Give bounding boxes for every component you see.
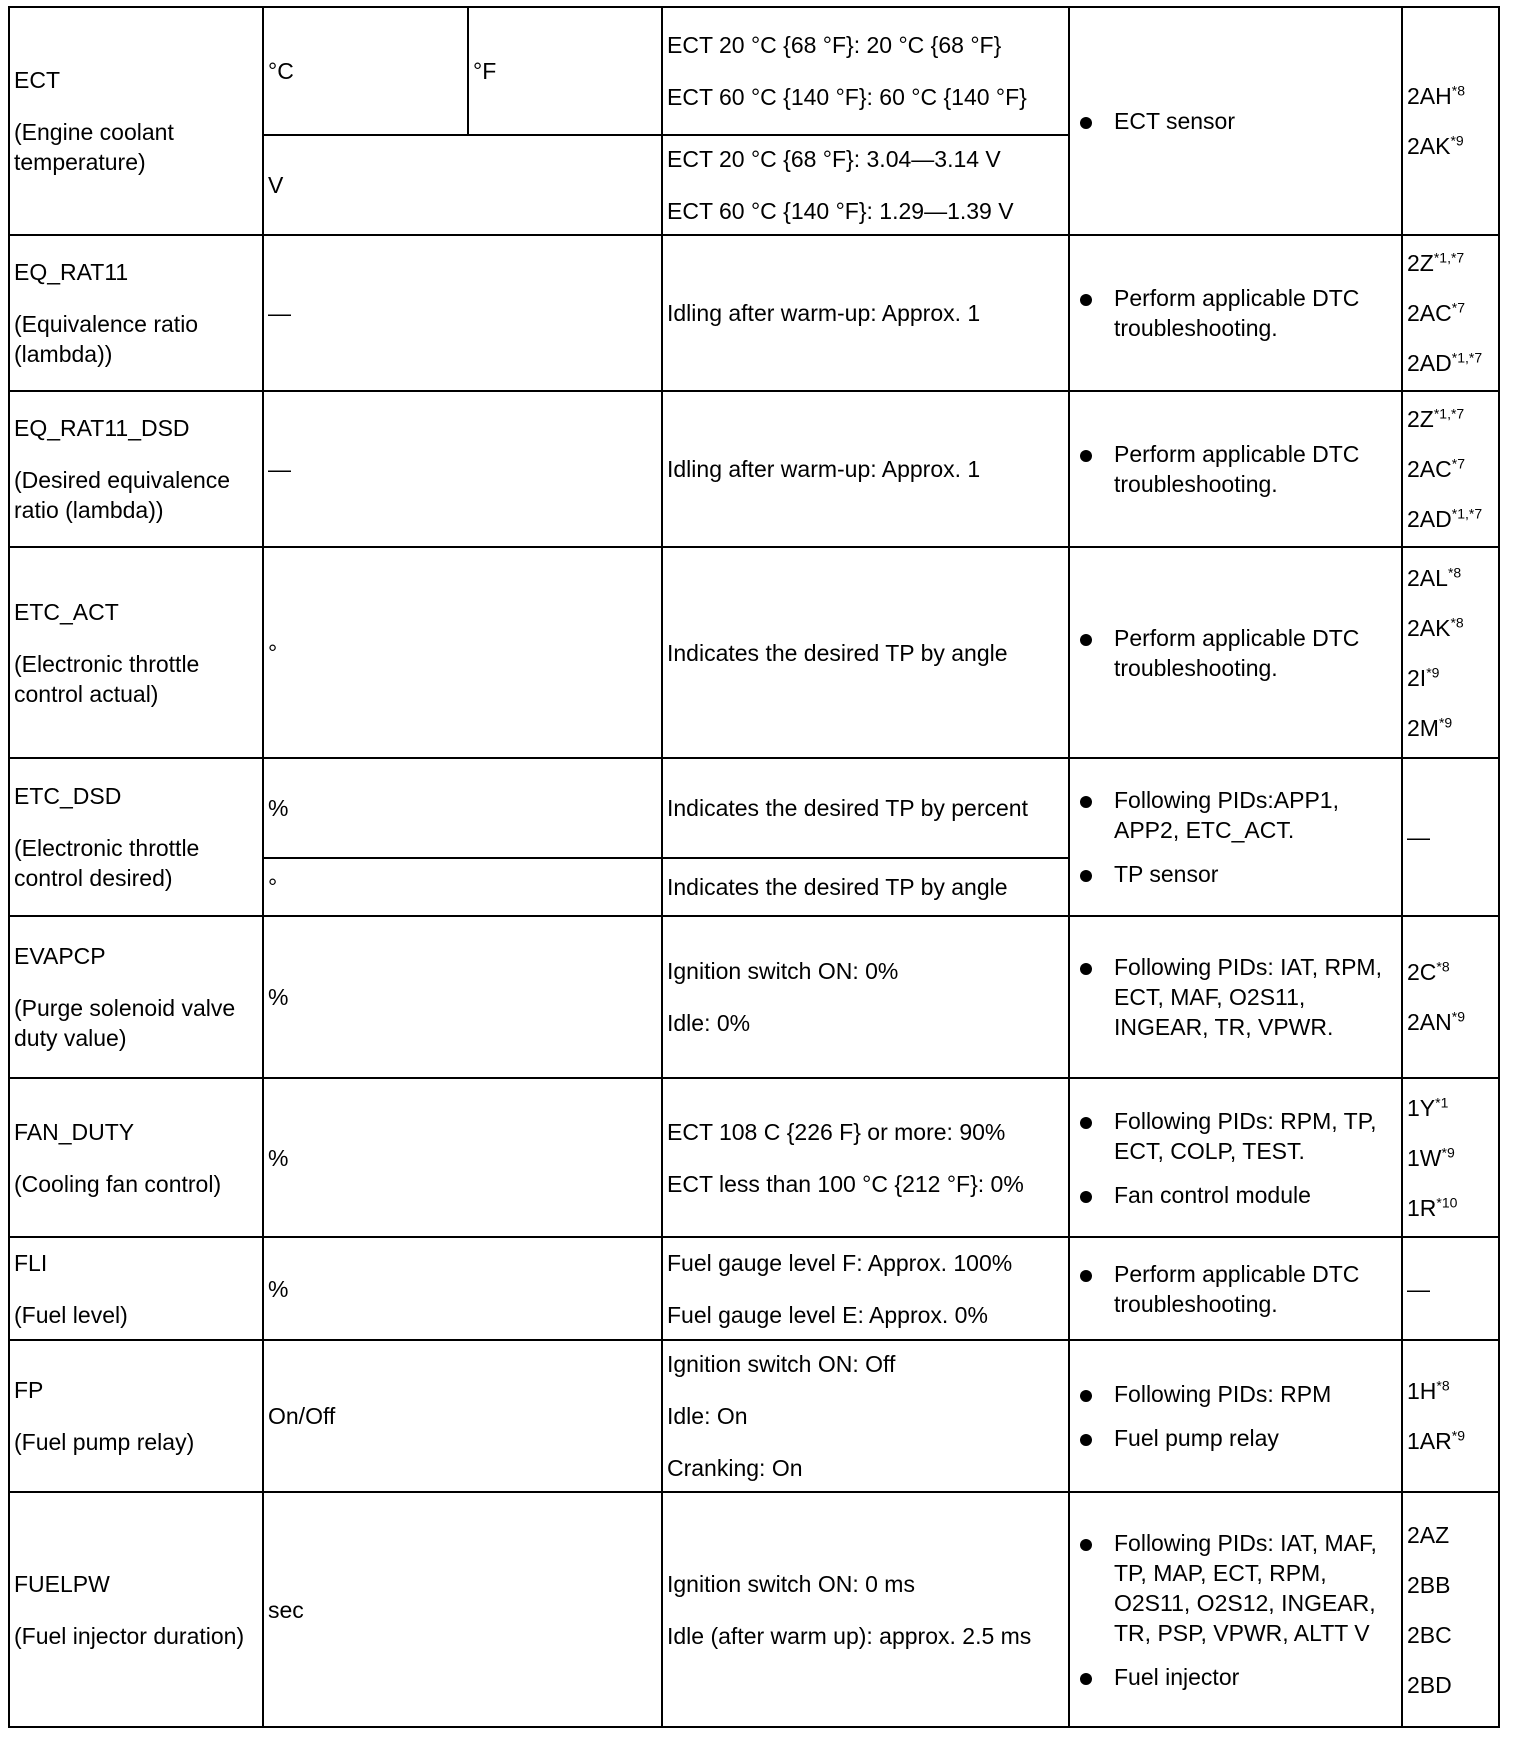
unit-cell [263,1237,662,1340]
unit-cell [263,7,468,135]
reference-cell [1402,1237,1499,1340]
reference-item: 2AH$^{*8}$ [1407,82,1465,109]
pid-description: (Electronic throttle control desired) [14,835,200,891]
inspection-cell [1069,1492,1402,1727]
inspection-list [1074,1106,1397,1210]
condition-text: ECT 60 °C {140 °F}: 60 °C {140 °F} [667,84,1027,110]
reference-item: — [1407,824,1430,850]
unit-value: °C [268,58,294,84]
pid-name: ECT [14,67,60,93]
pid-cell [9,1078,263,1237]
unit-value: sec [268,1596,304,1623]
inspection-list [1074,623,1397,683]
inspection-cell [1069,7,1402,235]
inspection-list [1074,283,1397,343]
pid-name: FLI [14,1249,48,1276]
unit-cell [263,758,662,858]
pid-description: (Equivalence ratio (lambda)) [14,311,199,367]
pid-description: (Desired equivalence ratio (lambda)) [14,467,231,523]
unit-cell [263,1340,662,1492]
condition-cell [662,235,1069,391]
table-row [9,916,1499,1078]
unit-cell [468,7,662,135]
unit-cell [263,1078,662,1237]
unit-value: On/Off [268,1403,336,1429]
reference-cell [1402,1340,1499,1492]
condition-text: Ignition switch ON: 0% [667,958,899,984]
unit-cell [263,858,662,916]
pid-name: EVAPCP [14,943,106,969]
condition-cell [662,391,1069,547]
pid-name: EQ_RAT11 [14,259,129,285]
pid-cell [9,7,263,235]
unit-cell [263,1492,662,1727]
inspection-item: Perform applicable DTC troubleshooting. [1074,1259,1397,1319]
reference-item: — [1407,1275,1430,1302]
pid-name: FP [14,1377,44,1403]
pid-cell [9,235,263,391]
inspection-item: Fuel injector [1074,1662,1397,1692]
condition-cell [662,547,1069,758]
reference-item: 2AK$^{*8}$ [1407,613,1464,641]
pid-description: (Purge solenoid valve duty value) [14,995,236,1051]
reference-item: $2Z^{*1,*7}$ [1407,405,1465,432]
reference-item: 2AZ [1407,1521,1450,1548]
inspection-cell [1069,391,1402,547]
unit-value: % [268,984,289,1010]
inspection-list [1074,952,1397,1042]
reference-cell [1402,1078,1499,1237]
reference-item: $2AD^{*1,*7}$ [1407,349,1483,376]
reference-item: $2I^{*9}$ [1407,663,1440,691]
condition-text: Fuel gauge level F: Approx. 100% [667,1249,1013,1276]
condition-text: Fuel gauge level E: Approx. 0% [667,1301,988,1328]
reference-item: $1W^{*9}$ [1407,1143,1455,1171]
condition-text: ECT less than 100 °C {212 °F}: 0% [667,1170,1024,1197]
unit-value: % [268,1275,289,1302]
pid-description: (Engine coolant temperature) [14,119,174,175]
pid-name: FAN_DUTY [14,1118,135,1145]
unit-value: V [268,172,284,198]
reference-item: $2C^{*8}$ [1407,958,1450,985]
condition-text: Idling after warm-up: Approx. 1 [667,300,981,326]
unit-value: ° [268,639,278,666]
reference-item: $2M^{*9}$ [1407,713,1453,741]
pid-description: (Fuel level) [14,1301,128,1328]
unit-value: °F [473,58,497,84]
table-row [9,235,1499,391]
condition-cell [662,758,1069,858]
unit-value: — [268,456,291,482]
condition-text: Idling after warm-up: Approx. 1 [667,456,981,482]
unit-cell [263,547,662,758]
pid-cell [9,916,263,1078]
pid-cell [9,758,263,916]
pid-table-body [9,7,1499,1727]
inspection-item: ECT sensor [1074,106,1397,136]
condition-text: Idle: On [667,1403,748,1429]
inspection-item: Following PIDs: IAT, MAF, TP, MAP, ECT, RPM, O2S11, O2S12, INGEAR, TR, PSP, VPWR, ALTT V [1074,1528,1397,1648]
inspection-item: Following PIDs:APP1, APP2, ETC_ACT. [1074,785,1397,845]
inspection-list [1074,785,1397,889]
reference-item: 2BC [1407,1621,1452,1648]
inspection-cell [1069,1237,1402,1340]
unit-cell [263,391,662,547]
pid-cell [9,1492,263,1727]
inspection-list [1074,1259,1397,1319]
condition-cell [662,1078,1069,1237]
unit-value: % [268,1144,289,1171]
reference-item: 2AC$^{*7}$ [1407,455,1465,482]
inspection-cell [1069,758,1402,916]
condition-cell [662,1492,1069,1727]
condition-cell [662,7,1069,135]
pid-cell [9,1340,263,1492]
inspection-cell [1069,916,1402,1078]
reference-item: 2AN$^{*9}$ [1407,1008,1465,1035]
inspection-cell [1069,547,1402,758]
inspection-item: Perform applicable DTC troubleshooting. [1074,283,1397,343]
pid-name: ETC_DSD [14,783,122,809]
inspection-item: Perform applicable DTC troubleshooting. [1074,439,1397,499]
table-row [9,1492,1499,1727]
inspection-item: Fan control module [1074,1180,1397,1210]
table-row [9,758,1499,858]
inspection-item: Following PIDs: RPM, TP, ECT, COLP, TEST. [1074,1106,1397,1166]
inspection-item: Following PIDs: RPM [1074,1379,1397,1409]
reference-item: 2AK$^{*9}$ [1407,132,1464,159]
pid-table [8,6,1500,1728]
table-row [9,7,1499,135]
condition-text: Idle: 0% [667,1010,751,1036]
table-row [9,547,1499,758]
condition-cell [662,1237,1069,1340]
inspection-item: Fuel pump relay [1074,1423,1397,1453]
pid-cell [9,547,263,758]
reference-item: 1AR$^{*9}$ [1407,1427,1465,1454]
condition-cell [662,135,1069,235]
inspection-list [1074,106,1397,136]
condition-cell [662,1340,1069,1492]
reference-item: 2AC$^{*7}$ [1407,299,1465,326]
condition-text: Cranking: On [667,1455,803,1481]
reference-item: $1H^{*8}$ [1407,1377,1450,1404]
pid-name: FUELPW [14,1570,110,1597]
condition-text: Indicates the desired TP by percent [667,795,1028,821]
inspection-item: Perform applicable DTC troubleshooting. [1074,623,1397,683]
condition-cell [662,916,1069,1078]
unit-value: — [268,300,291,326]
reference-cell [1402,235,1499,391]
inspection-cell [1069,1340,1402,1492]
pid-cell [9,1237,263,1340]
reference-cell [1402,391,1499,547]
reference-item: 2BD [1407,1671,1452,1698]
condition-text: Indicates the desired TP by angle [667,639,1008,666]
reference-cell [1402,7,1499,235]
pid-cell [9,391,263,547]
reference-cell [1402,1492,1499,1727]
inspection-item: TP sensor [1074,859,1397,889]
reference-item: $2Z^{*1,*7}$ [1407,249,1465,276]
inspection-item: Following PIDs: IAT, RPM, ECT, MAF, O2S11, INGEAR, TR, VPWR. [1074,952,1397,1042]
table-row [9,1340,1499,1492]
inspection-list [1074,439,1397,499]
condition-text: Ignition switch ON: Off [667,1351,896,1377]
pid-name: ETC_ACT [14,598,119,625]
pid-description: (Electronic throttle control actual) [14,650,200,707]
condition-text: Idle (after warm up): approx. 2.5 ms [667,1622,1032,1649]
reference-cell [1402,758,1499,916]
reference-cell [1402,547,1499,758]
condition-text: Indicates the desired TP by angle [667,874,1008,900]
pid-description: (Fuel injector duration) [14,1622,245,1649]
unit-cell [263,916,662,1078]
unit-cell [263,135,662,235]
reference-item: $2AD^{*1,*7}$ [1407,505,1483,532]
inspection-cell [1069,235,1402,391]
condition-text: Ignition switch ON: 0 ms [667,1570,915,1597]
condition-cell [662,858,1069,916]
unit-value: % [268,795,289,821]
condition-text: ECT 60 °C {140 °F}: 1.29—1.39 V [667,198,1014,224]
table-row [9,1078,1499,1237]
inspection-list [1074,1379,1397,1453]
condition-text: ECT 20 °C {68 °F}: 20 °C {68 °F} [667,32,1002,58]
reference-item: 2AL$^{*8}$ [1407,563,1462,591]
unit-cell [263,235,662,391]
reference-item: 2BB [1407,1571,1451,1598]
reference-cell [1402,916,1499,1078]
condition-text: ECT 20 °C {68 °F}: 3.04—3.14 V [667,146,1001,172]
condition-text: ECT 108 C {226 F} or more: 90% [667,1118,1006,1145]
reference-item: $1R^{*10}$ [1407,1193,1458,1221]
pid-name: EQ_RAT11_DSD [14,415,190,441]
reference-item: $1Y^{*1}$ [1407,1093,1449,1121]
pid-description: (Cooling fan control) [14,1170,222,1197]
inspection-cell [1069,1078,1402,1237]
table-row [9,391,1499,547]
table-row [9,1237,1499,1340]
inspection-list [1074,1528,1397,1692]
unit-value: ° [268,874,278,900]
pid-description: (Fuel pump relay) [14,1429,195,1455]
